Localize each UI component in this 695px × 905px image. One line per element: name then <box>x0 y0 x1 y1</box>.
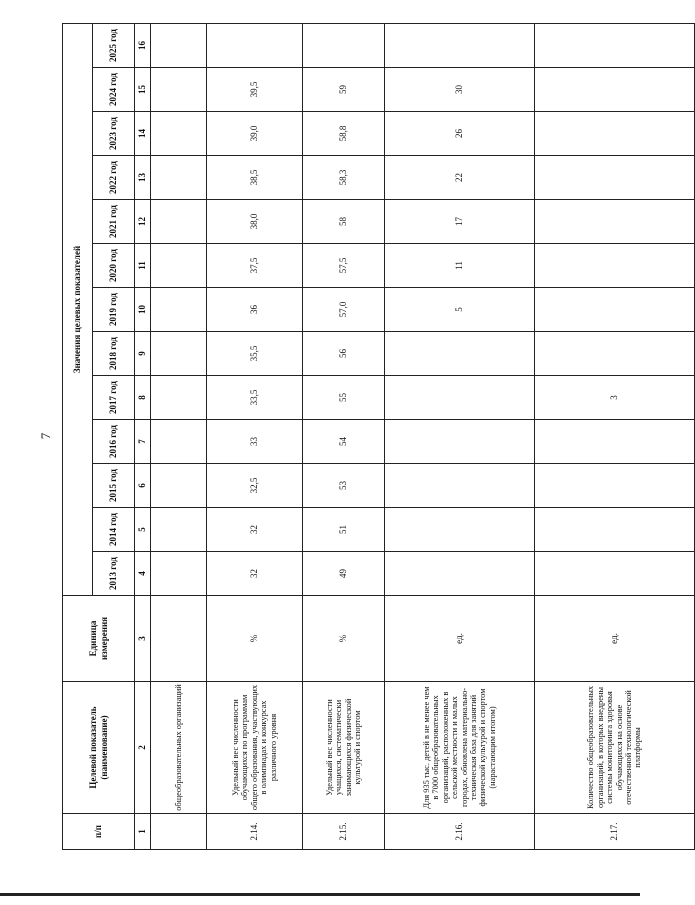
year-header: 2014 год <box>93 508 135 552</box>
value-cell: 32 <box>207 552 303 596</box>
column-number: 8 <box>135 376 151 420</box>
unit-cell: % <box>207 596 303 682</box>
value-cell: 55 <box>303 376 385 420</box>
value-cell: 32,5 <box>207 464 303 508</box>
value-cell <box>151 420 207 464</box>
header-values-group: Значения целевых показателей <box>63 23 93 595</box>
value-cell: 37,5 <box>207 244 303 288</box>
value-cell: 26 <box>385 112 535 156</box>
year-header: 2016 год <box>93 420 135 464</box>
value-cell <box>151 244 207 288</box>
column-number: 14 <box>135 112 151 156</box>
column-number: 3 <box>135 596 151 682</box>
value-cell: 35,5 <box>207 332 303 376</box>
indicator-name: Удельный вес численности учащихся, систематически занимающихся физической культурой и спортом <box>303 682 385 814</box>
value-cell <box>151 112 207 156</box>
page-number: 7 <box>38 432 53 440</box>
value-cell: 56 <box>303 332 385 376</box>
header-indicator: Целевой показатель (наименование) <box>63 682 135 814</box>
value-cell: 59 <box>303 68 385 112</box>
rotated-table-wrapper <box>62 24 643 850</box>
year-header: 2022 год <box>93 156 135 200</box>
row-number <box>151 814 207 850</box>
value-cell: 39,5 <box>207 68 303 112</box>
value-cell <box>385 552 535 596</box>
value-cell <box>151 552 207 596</box>
value-cell: 38,0 <box>207 200 303 244</box>
column-number: 2 <box>135 682 151 814</box>
column-number: 16 <box>135 23 151 67</box>
year-header: 2025 год <box>93 23 135 67</box>
column-number: 10 <box>135 288 151 332</box>
value-cell <box>151 464 207 508</box>
value-cell: 22 <box>385 156 535 200</box>
value-cell: 58,8 <box>303 112 385 156</box>
value-cell <box>535 464 695 508</box>
indicator-name: Для 935 тыс. детей в не менее чем в 7000 общеобразовательных организаций, расположенных в сельской местности и малых городах, обновлена материально-техническая база для занятий физической культурой и спортом (нарастающим итогом) <box>385 682 535 814</box>
value-cell <box>151 332 207 376</box>
value-cell: 5 <box>385 288 535 332</box>
value-cell <box>385 464 535 508</box>
indicator-name: общеобразовательных организаций <box>151 682 207 814</box>
row-number: 2.16. <box>385 814 535 850</box>
column-number: 6 <box>135 464 151 508</box>
value-cell: 3 <box>535 376 695 420</box>
column-number: 15 <box>135 68 151 112</box>
target-indicators-table <box>62 23 695 850</box>
value-cell: 33,5 <box>207 376 303 420</box>
year-header: 2015 год <box>93 464 135 508</box>
row-number: 2.14. <box>207 814 303 850</box>
value-cell <box>535 244 695 288</box>
value-cell <box>535 156 695 200</box>
value-cell: 53 <box>303 464 385 508</box>
value-cell <box>151 23 207 67</box>
table-row <box>151 23 207 849</box>
value-cell: 49 <box>303 552 385 596</box>
value-cell: 17 <box>385 200 535 244</box>
value-cell <box>535 332 695 376</box>
value-cell: 30 <box>385 68 535 112</box>
column-number: 1 <box>135 814 151 850</box>
column-number: 5 <box>135 508 151 552</box>
value-cell <box>151 376 207 420</box>
value-cell <box>535 112 695 156</box>
year-header: 2017 год <box>93 376 135 420</box>
column-number: 9 <box>135 332 151 376</box>
value-cell: 57,0 <box>303 288 385 332</box>
value-cell <box>385 23 535 67</box>
column-number: 7 <box>135 420 151 464</box>
value-cell <box>151 288 207 332</box>
value-cell <box>535 420 695 464</box>
header-num: п/п <box>63 814 135 850</box>
indicator-name: Удельный вес численности обучающихся по программам общего образования, участвующих в олимпиадах и конкурсах различного уровня <box>207 682 303 814</box>
table-row <box>535 23 695 849</box>
value-cell: 58 <box>303 200 385 244</box>
value-cell: 51 <box>303 508 385 552</box>
value-cell <box>207 23 303 67</box>
value-cell: 39,0 <box>207 112 303 156</box>
unit-cell: ед. <box>535 596 695 682</box>
column-number: 12 <box>135 200 151 244</box>
value-cell: 32 <box>207 508 303 552</box>
value-cell <box>385 420 535 464</box>
table-row <box>207 23 303 849</box>
unit-cell: ед. <box>385 596 535 682</box>
column-number: 13 <box>135 156 151 200</box>
value-cell <box>385 332 535 376</box>
value-cell <box>535 68 695 112</box>
value-cell: 11 <box>385 244 535 288</box>
value-cell <box>535 288 695 332</box>
year-header: 2019 год <box>93 288 135 332</box>
table-row <box>303 23 385 849</box>
value-cell <box>535 200 695 244</box>
year-header: 2021 год <box>93 200 135 244</box>
value-cell <box>151 200 207 244</box>
value-cell <box>303 23 385 67</box>
value-cell: 57,5 <box>303 244 385 288</box>
value-cell <box>535 508 695 552</box>
column-number: 11 <box>135 244 151 288</box>
header-unit: Единица измерения <box>63 596 135 682</box>
column-number: 4 <box>135 552 151 596</box>
value-cell <box>151 68 207 112</box>
row-number: 2.15. <box>303 814 385 850</box>
value-cell: 58,3 <box>303 156 385 200</box>
value-cell <box>535 552 695 596</box>
value-cell <box>151 508 207 552</box>
year-header: 2024 год <box>93 68 135 112</box>
year-header: 2013 год <box>93 552 135 596</box>
row-number: 2.17. <box>535 814 695 850</box>
value-cell: 54 <box>303 420 385 464</box>
value-cell: 33 <box>207 420 303 464</box>
value-cell <box>151 156 207 200</box>
value-cell <box>535 23 695 67</box>
value-cell: 38,5 <box>207 156 303 200</box>
year-header: 2018 год <box>93 332 135 376</box>
unit-cell: % <box>303 596 385 682</box>
value-cell <box>385 376 535 420</box>
unit-cell <box>151 596 207 682</box>
indicator-name: Количество общеобразовательных организаций, в которых внедрены системы мониторинга здоровья обучающихся на основе отечественной технологической платформы <box>535 682 695 814</box>
scan-edge-line <box>0 893 640 896</box>
value-cell <box>385 508 535 552</box>
year-header: 2023 год <box>93 112 135 156</box>
value-cell: 36 <box>207 288 303 332</box>
year-header: 2020 год <box>93 244 135 288</box>
table-row <box>385 23 535 849</box>
